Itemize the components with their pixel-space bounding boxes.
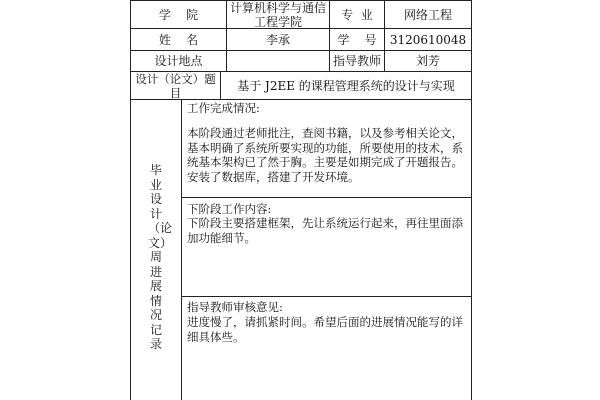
major-label: 专 业 — [341, 7, 373, 22]
college-value: 计算机科学与通信工程学院 — [229, 0, 326, 29]
name-label: 姓 名 — [158, 32, 199, 47]
name-value: 李承 — [265, 32, 290, 47]
review-text: 进度慢了，请抓紧时间。希望后面的进展情况能写的详细具体些。 — [187, 315, 463, 344]
rule-next-bottom — [181, 296, 472, 297]
next-heading: 下阶段工作内容: — [187, 202, 272, 216]
completed-heading: 工作完成情况: — [187, 101, 260, 115]
topic-value: 基于 J2EE 的课程管理系统的设计与实现 — [237, 78, 455, 93]
student-id-value: 3120610048 — [389, 32, 467, 47]
college-label: 学 院 — [158, 7, 199, 22]
location-label: 设计地点 — [154, 54, 203, 68]
review-heading: 指导教师审核意见: — [187, 300, 283, 314]
location-value — [227, 51, 329, 71]
advisor-label: 指导教师 — [332, 54, 381, 68]
next-text: 下阶段主要搭建框架，先让系统运行起来，再往里面添加功能细节。 — [187, 216, 463, 245]
section-title: 毕业设计（论文）周进展情况记录 — [148, 163, 173, 351]
rule-right — [471, 0, 472, 400]
rule-section-divider — [181, 99, 182, 400]
completed-text: 本阶段通过老师批注，查阅书籍，以及参考相关论文，基本明确了系统所要实现的功能，所要使用的技术，系统基本架构已了然于胸。主要是如期完成了开题报告。安装了数据库，搭建了开发环境。 — [187, 126, 463, 184]
student-id-label: 学 号 — [337, 32, 377, 47]
major-value: 网络工程 — [403, 7, 452, 22]
rule-completed-bottom — [181, 197, 472, 198]
topic-label: 设计（论文）题目 — [135, 71, 216, 100]
advisor-value: 刘芳 — [415, 54, 440, 68]
